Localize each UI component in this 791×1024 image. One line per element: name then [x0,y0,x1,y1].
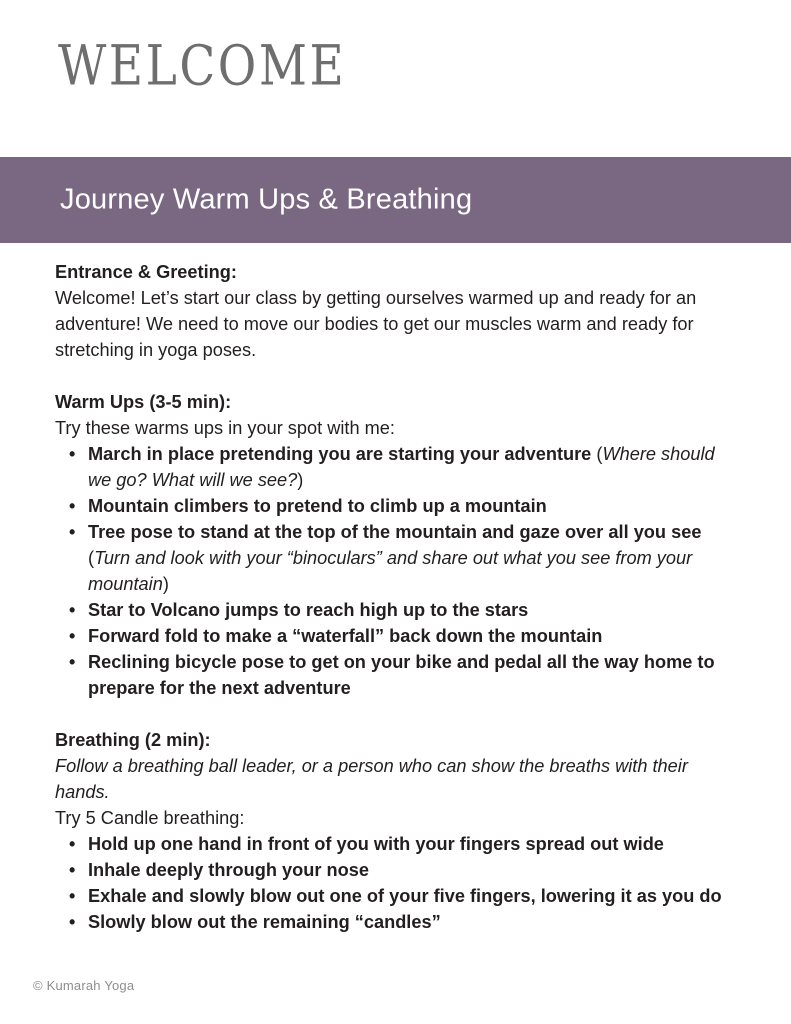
list-item [55,493,735,519]
list-item [55,597,735,623]
list-item-label: Star to Volcano jumps to reach high up to the stars [88,600,529,620]
list-item [55,649,735,701]
list-item-label: Exhale and slowly blow out one of your five fingers, lowering it as you do [88,886,722,906]
entrance-paragraph: Welcome! Let’s start our class by getting ourselves warmed up and ready for an adventure! We need to move our bodies to get our muscles warm and ready for stretching in yoga poses. [55,288,697,360]
list-item-label: Reclining bicycle pose to get on your bike and pedal all the way home to prepare for the next adventure [88,652,715,698]
list-item-label: Inhale deeply through your nose [88,860,369,880]
list-item-note: Where should we go? What will we see? [88,444,715,490]
warmups-intro: Try these warms ups in your spot with me: [55,418,395,438]
breathing-list [55,831,735,935]
section-spacer [55,701,735,727]
list-item-note: Turn and look with your “binoculars” and share out what you see from your mountain [88,548,693,594]
warmups-heading: Warm Ups (3-5 min): [55,392,232,412]
footer-copyright: © Kumarah Yoga [33,978,135,993]
section-spacer [55,363,735,389]
list-item-label: Forward fold to make a “waterfall” back down the mountain [88,626,603,646]
list-item-label: March in place pretending you are starting your adventure [88,444,592,464]
warmups-list [55,441,735,701]
section-entrance [55,259,735,363]
banner-title: Journey Warm Ups & Breathing [60,183,473,216]
list-item-label: Mountain climbers to pretend to climb up a mountain [88,496,547,516]
list-item-label: Tree pose to stand at the top of the mountain and gaze over all you see [88,522,702,542]
list-item-note-close: ) [162,574,169,594]
section-warmups [55,389,735,701]
list-item [55,883,735,909]
list-item [55,623,735,649]
list-item [55,831,735,857]
section-banner [0,157,791,243]
list-item [55,441,735,493]
list-item-label: Slowly blow out the remaining “candles” [88,912,441,932]
list-item-note-close: ) [297,470,304,490]
breathing-intro: Try 5 Candle breathing: [55,808,245,828]
breathing-italic-note: Follow a breathing ball leader, or a person who can show the breaths with their hands. [55,756,688,802]
section-breathing [55,727,735,935]
list-item [55,519,735,597]
page-title-welcome: WELCOME [58,33,347,99]
list-item-note-open: ( [88,548,95,568]
document-body [55,259,735,935]
breathing-heading: Breathing (2 min): [55,730,211,750]
list-item-note-open: ( [591,444,603,464]
entrance-heading: Entrance & Greeting: [55,262,237,282]
list-item [55,857,735,883]
list-item [55,909,735,935]
list-item-label: Hold up one hand in front of you with your fingers spread out wide [88,834,664,854]
